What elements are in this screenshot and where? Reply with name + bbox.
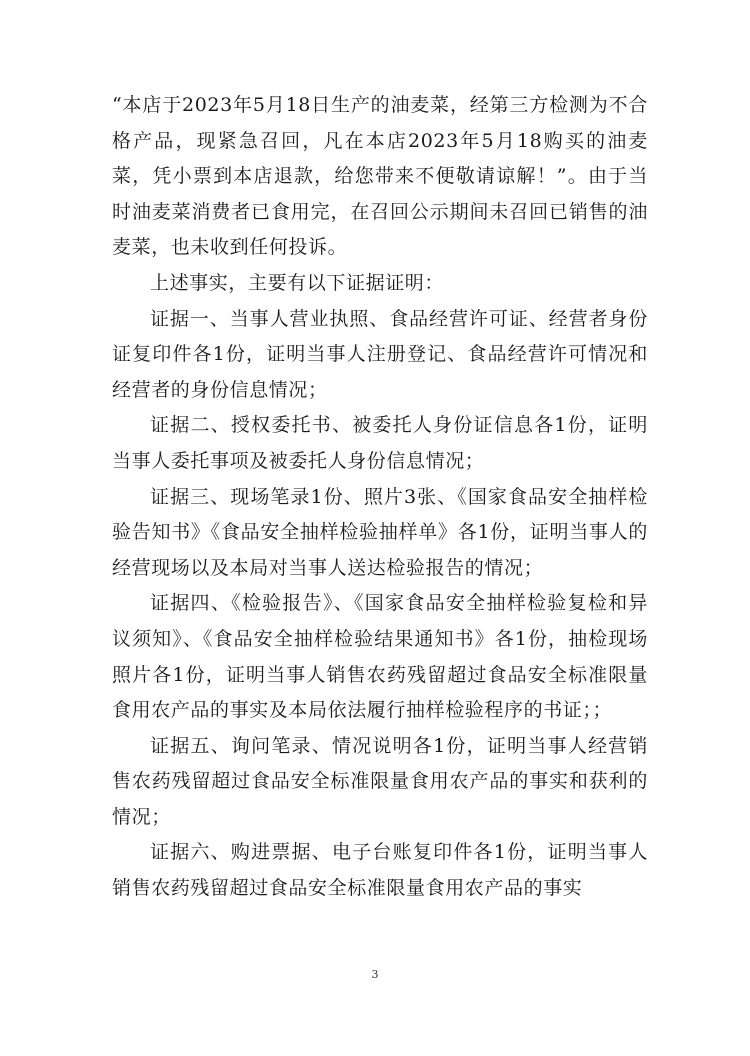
page-number: 3 bbox=[371, 968, 379, 981]
paragraph-evidence-6: 证据六、购进票据、电子台账复印件各1份，证明当事人销售农药残留超过食品安全标准限量食用农产品的事实 bbox=[112, 841, 648, 900]
paragraph-evidence-3: 证据三、现场笔录1份、照片3张、《国家食品安全抽样检验告知书》《食品安全抽样检验抽样单》各1份，证明当事人的经营现场以及本局对当事人送达检验报告的情况； bbox=[112, 485, 648, 579]
paragraph-evidence-1: 证据一、当事人营业执照、食品经营许可证、经营者身份证复印件各1份，证明当事人注册登记、食品经营许可情况和经营者的身份信息情况； bbox=[112, 307, 648, 401]
document-body bbox=[112, 88, 648, 907]
paragraph-recall-notice: “本店于2023年5月18日生产的油麦菜，经第三方检测为不合格产品，现紧急召回，凡在本店2023年5月18购买的油麦菜，凭小票到本店退款，给您带来不便敬请谅解！”。由于当时油麦菜消费者已食用完，在召回公示期间未召回已销售的油麦菜，也未收到任何投诉。 bbox=[112, 94, 648, 259]
paragraph-evidence-5: 证据五、询问笔录、情况说明各1份，证明当事人经营销售农药残留超过食品安全标准限量食用农产品的事实和获利的情况； bbox=[112, 734, 648, 828]
paragraph-evidence-intro: 上述事实，主要有以下证据证明： bbox=[150, 271, 445, 294]
paragraph-evidence-2: 证据二、授权委托书、被委托人身份证信息各1份，证明当事人委托事项及被委托人身份信息情况； bbox=[112, 414, 648, 472]
paragraph-evidence-4: 证据四、《检验报告》、《国家食品安全抽样检验复检和异议须知》、《食品安全抽样检验结果通知书》各1份，抽检现场照片各1份，证明当事人销售农药残留超过食品安全标准限量食用农产品的事实及本局依法履行抽样检验程序的书证；； bbox=[112, 592, 648, 722]
